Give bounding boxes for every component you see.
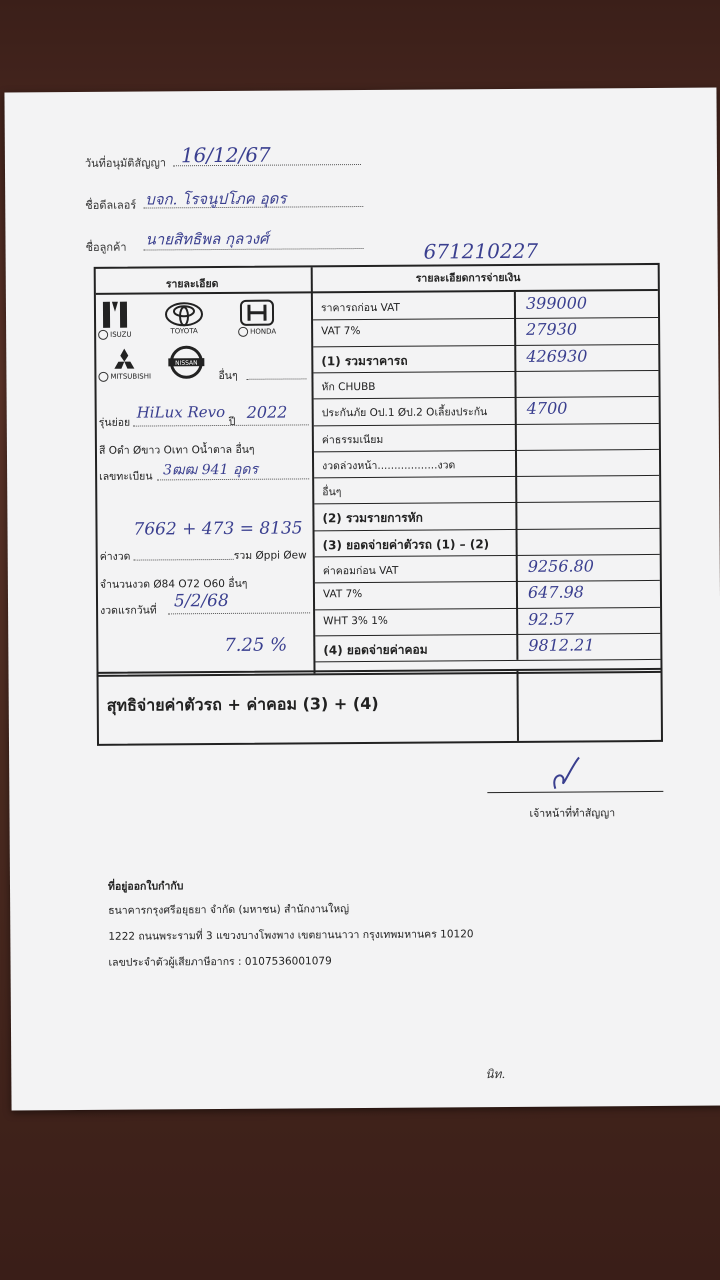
plate-label: เลขทะเบียน xyxy=(99,470,153,483)
honda-icon xyxy=(239,299,275,327)
payment-row-label: VAT 7% xyxy=(321,325,361,338)
document-page xyxy=(4,88,720,1111)
other-brand-label: อื่นๆ xyxy=(218,369,238,383)
signature-mark xyxy=(545,753,585,793)
rate-note: 7.25 % xyxy=(224,634,288,656)
payment-row-label: อื่นๆ xyxy=(322,486,342,499)
terms-label: จำนวนงวด Ø84 O72 O60 อื่นๆ xyxy=(99,577,248,591)
year-value: 2022 xyxy=(246,402,288,422)
honda-logo: HONDA xyxy=(238,299,276,337)
model-label: รุ่นย่อย xyxy=(98,416,131,429)
payment-row-label: (4) ยอดจ่ายค่าคอม xyxy=(323,642,428,658)
first-due-value: 5/2/68 xyxy=(173,590,229,612)
payment-row-value: 9256.80 xyxy=(527,556,595,576)
payment-row-label: (1) รวมราคารถ xyxy=(321,353,408,368)
approve-date-value: 16/12/67 xyxy=(180,142,271,168)
payment-row-label: งวดล่วงหน้า..................งวด xyxy=(322,459,456,473)
nissan-logo xyxy=(166,345,206,379)
right-title: รายละเอียดการจ่ายเงิน xyxy=(415,271,521,285)
approve-date-label: วันที่อนุมัติสัญญา xyxy=(84,156,167,170)
calc-note: 7662 + 473 = 8135 xyxy=(133,518,303,540)
payment-row-value: 9812.21 xyxy=(528,635,595,655)
contract-number: 671210227 xyxy=(423,238,539,264)
installment-suffix: รวม Øppi Øew xyxy=(233,549,307,562)
installment-label: ค่างวด xyxy=(99,550,131,563)
signature-label: เจ้าหน้าที่ทำสัญญา xyxy=(529,807,616,820)
mitsubishi-icon xyxy=(110,348,140,372)
payment-row-label: ค่าคอมก่อน VAT xyxy=(322,564,399,578)
payment-row-value: 647.98 xyxy=(527,582,585,603)
left-title: รายละเอียด xyxy=(165,278,219,291)
payment-row-value: 27930 xyxy=(526,319,578,340)
customer-value: นายสิทธิพล กุลวงศ์ xyxy=(145,229,269,249)
address-line2: 1222 ถนนพระรามที่ 3 แขวงบางโพงพาง เขตยานนาวา กรุงเทพมหานคร 10120 xyxy=(108,928,474,943)
toyota-logo: TOYOTA xyxy=(164,301,204,335)
customer-label: ชื่อลูกค้า xyxy=(85,240,127,254)
color-label: สี Oดำ Øขาว Oเทา Oน้ำตาล อื่นๆ xyxy=(98,443,255,457)
payment-row-label: (2) รวมรายการหัก xyxy=(322,510,423,526)
payment-row-label: (3) ยอดจ่ายค่าตัวรถ (1) – (2) xyxy=(322,536,490,552)
svg-text:NISSAN: NISSAN xyxy=(175,359,198,367)
payment-row-value: 399000 xyxy=(525,293,588,313)
toyota-icon xyxy=(164,301,204,327)
payment-row-value: 92.57 xyxy=(528,609,575,629)
payment-row-label: ค่าธรรมเนียม xyxy=(321,433,384,446)
dealer-label: ชื่อดีลเลอร์ xyxy=(85,198,137,212)
plate-value: 3ฒฒ 941 อุดร xyxy=(163,461,258,479)
address-heading: ที่อยู่ออกใบกำกับ xyxy=(107,880,184,893)
tax-id-line: เลขประจำตัวผู้เสียภาษีอากร : 0107536001079 xyxy=(108,955,332,969)
payment-row-label: WHT 3% 1% xyxy=(323,614,388,627)
mitsubishi-logo: MITSUBISHI xyxy=(98,347,151,381)
payment-row-label: ราคารถก่อน VAT xyxy=(320,301,400,315)
isuzu-logo: ISUZU xyxy=(98,300,132,340)
nissan-icon xyxy=(166,345,206,379)
payment-row-label: ประกันภัย Oป.1 Øป.2 Oเลี้ยงประกัน xyxy=(321,406,488,420)
model-value: HiLux Revo xyxy=(136,402,226,422)
payment-row-value: 4700 xyxy=(526,398,568,419)
net-label: สุทธิจ่ายค่าตัวรถ + ค่าคอม (3) + (4) xyxy=(106,693,379,715)
payment-row-label: หัก CHUBB xyxy=(321,380,376,394)
year-label: ปี xyxy=(228,415,236,428)
dealer-value: บจก. โรจนูปโภค อุดร xyxy=(145,189,287,209)
payment-row-label: VAT 7% xyxy=(322,588,363,601)
first-due-label: งวดแรกวันที่ xyxy=(100,604,157,617)
footer-mark: นิท. xyxy=(485,1067,506,1082)
isuzu-icon xyxy=(100,300,130,330)
payment-row-value: 426930 xyxy=(526,346,588,366)
address-line1: ธนาคารกรุงศรีอยุธยา จำกัด (มหาชน) สำนักงานใหญ่ xyxy=(108,903,350,917)
